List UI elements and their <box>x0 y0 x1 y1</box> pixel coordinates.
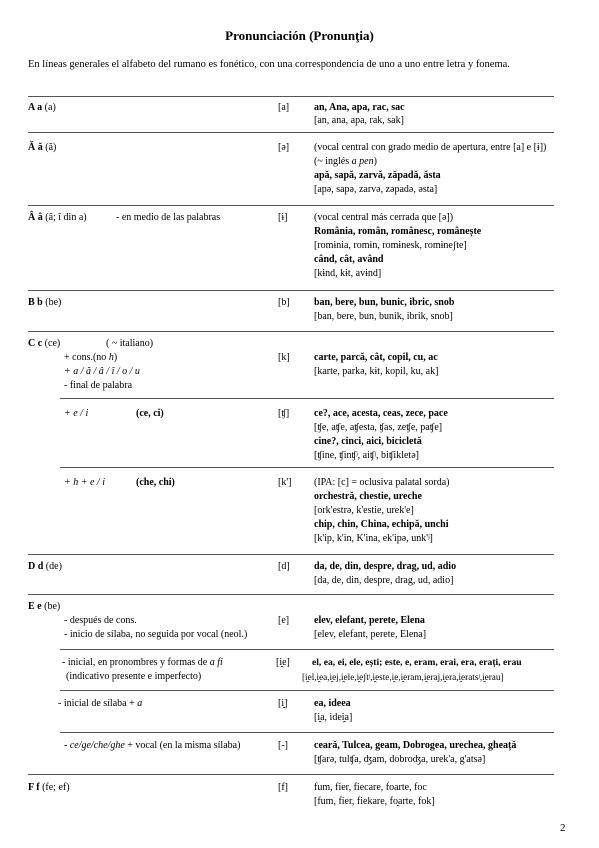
rule-text: + cons.(no <box>64 352 109 363</box>
divider <box>28 290 554 291</box>
entry-c-heading <box>28 338 60 350</box>
page-title: Pronunciación (Pronunţia) <box>225 28 374 43</box>
rule-italic: - ce/ge/che/ghe <box>64 740 125 751</box>
description: (vocal central más cerrada que [ə]) <box>314 212 454 223</box>
note-text: (~ inglés <box>314 156 352 167</box>
rule-text: - inicial, en pronombres y formas de <box>62 657 210 668</box>
letter: C c <box>28 338 43 349</box>
rule-description <box>64 740 240 752</box>
rule-text: - inicial de sílaba + <box>58 698 138 709</box>
letter: Ă ă <box>28 142 43 153</box>
transcription: [i̯el,i̯ea,i̯ej,i̯ele,i̯eʃtʲ,i̯este,i̯e,i̯eram,i̯eraj,i̯era,i̯eratsʲ,i̯erau] <box>302 672 504 682</box>
entry-b-heading <box>28 297 61 309</box>
ipa-symbol: [e] <box>278 615 290 626</box>
spelling: (ce, ci) <box>136 408 164 419</box>
rule-description <box>62 657 223 669</box>
note-italic: a pen <box>351 156 374 167</box>
transcription: [an, ana, apa, rak, sak] <box>314 115 404 126</box>
example-words: carte, parcă, cât, copil, cu, ac <box>314 352 438 363</box>
divider <box>28 774 554 775</box>
rule-italic: a fi <box>209 657 223 668</box>
entry-d-heading <box>28 561 62 573</box>
ipa-symbol: [b] <box>278 297 290 308</box>
letter-name: (a) <box>44 102 56 113</box>
divider <box>28 554 554 555</box>
transcription: [kɨnd, kɨt, avɨnd] <box>314 268 382 279</box>
rule-italic: h <box>108 352 114 363</box>
transcription: [ʧarə, tulʧa, ʤam, dobroʤa, urek'a, g'atsə] <box>314 754 486 765</box>
transcription: [apə, sapə, zarvə, zəpadə, əsta] <box>314 184 438 195</box>
rule-description: + e / i <box>64 408 89 419</box>
ipa-symbol: [i̯e] <box>276 657 290 668</box>
rule-description: + h + e / i <box>64 477 105 488</box>
divider <box>60 467 554 468</box>
ipa-symbol: [f] <box>278 782 288 793</box>
example-words: orchestră, chestie, ureche <box>314 491 422 502</box>
rule-description: - después de cons. <box>64 615 137 626</box>
transcription: [elev, elefant, perete, Elena] <box>314 629 427 640</box>
transcription: [karte, parkə, kɨt, kopil, ku, ak] <box>314 366 439 377</box>
divider <box>28 132 554 133</box>
letter-name: (fe; ef) <box>42 782 70 793</box>
letter: E e <box>28 601 42 612</box>
ipa-symbol: [ə] <box>278 142 290 153</box>
rule-description <box>58 698 142 710</box>
transcription: [ork'estrə, k'estie, urek'e] <box>314 505 414 516</box>
ipa-symbol: [k] <box>278 352 290 363</box>
entry-a-circ-heading <box>28 212 87 224</box>
ipa-symbol: [-] <box>278 740 288 751</box>
divider <box>28 96 554 97</box>
example-words: cine?, cinci, aici, bicicletă <box>314 436 422 447</box>
divider <box>60 690 554 691</box>
entry-f-heading <box>28 782 70 794</box>
example-words: fum, fier, fiecare, foarte, foc <box>314 782 427 793</box>
letter: D d <box>28 561 44 572</box>
divider <box>28 331 554 332</box>
divider <box>28 205 554 206</box>
letter-name: (â; î din a) <box>45 212 87 223</box>
spelling: (che, chi) <box>136 477 175 488</box>
divider <box>28 594 554 595</box>
entry-a-heading <box>28 102 56 114</box>
rule-italic: a <box>137 698 143 709</box>
description: (vocal central con grado medio de apertura, entre [a] e [ɨ]) <box>314 142 547 153</box>
example-words: da, de, din, despre, drag, ud, adio <box>314 561 457 572</box>
transcription: [ʧe, aʧe, aʧesta, ʧas, zeʧe, paʧe] <box>314 422 443 433</box>
note: ( ~ italiano) <box>106 338 154 349</box>
letter: A a <box>28 102 43 113</box>
example-words: elev, elefant, perete, Elena <box>314 615 425 626</box>
description: (IPA: [c] = oclusiva palatal sorda) <box>314 477 450 488</box>
example-words: când, cât, având <box>314 254 384 265</box>
description <box>314 156 377 168</box>
example-words: ban, bere, bun, bunic, ibric, snob <box>314 297 455 308</box>
entry-a-breve-heading <box>28 142 56 154</box>
rule-description: (indicativo presente e imperfecto) <box>66 671 202 682</box>
ipa-symbol: [k'] <box>278 477 292 488</box>
example-words: ce?, ace, acesta, ceas, zece, pace <box>314 408 448 419</box>
letter: Â â <box>28 212 43 223</box>
transcription: [ban, bere, bun, bunik, ibrik, snob] <box>314 311 453 322</box>
rule-description: - en medio de las palabras <box>116 212 221 223</box>
example-words: România, român, românesc, românește <box>314 226 482 237</box>
ipa-symbol: [ɨ] <box>278 212 288 223</box>
note-end: ) <box>373 156 377 167</box>
transcription: [i̯a, idei̯a] <box>314 712 353 723</box>
divider <box>60 732 554 733</box>
rule-description: + a / ă / â / î / o / u <box>64 366 140 377</box>
ipa-symbol: [a] <box>278 102 290 113</box>
ipa-symbol: [d] <box>278 561 290 572</box>
transcription: [fum, fier, fiekare, fo̯arte, fok] <box>314 796 435 807</box>
ipa-symbol: [ʧ] <box>278 408 290 419</box>
letter-name: (ă) <box>45 142 57 153</box>
example-words: ea, ideea <box>314 698 351 709</box>
divider <box>60 398 554 399</box>
ipa-symbol: [i̯] <box>278 698 288 709</box>
rule-end: ) <box>113 352 118 363</box>
rule-description: - final de palabra <box>64 380 133 391</box>
transcription: [k'ip, k'in, K'ina, ek'ipə, unk'ʲ] <box>314 533 433 544</box>
example-words: an, Ana, apa, rac, sac <box>314 102 405 113</box>
transcription: [ʧine, ʧinʧʲ, aiʧʲ, biʧikletə] <box>314 450 419 461</box>
intro-paragraph: En líneas generales el alfabeto del rumano es fonético, con una correspondencia de uno a uno entre letra y fonema. <box>28 59 510 70</box>
rule-description <box>64 352 117 364</box>
letter-name: (de) <box>45 561 62 572</box>
rule-description: - inicio de sílaba, no seguida por vocal (neol.) <box>64 629 248 640</box>
example-words: ceară, Tulcea, geam, Dobrogea, urechea, gheață <box>314 740 517 751</box>
letter-name: (be) <box>45 297 62 308</box>
transcription: [da, de, din, despre, drag, ud, adio] <box>314 575 454 586</box>
example-words: chip, chin, China, echipă, unchi <box>314 519 449 530</box>
letter-name: (ce) <box>44 338 61 349</box>
letter: F f <box>28 782 40 793</box>
transcription: [romɨnia, romɨn, romɨnesk, romɨneʃte] <box>314 240 467 251</box>
letter: B b <box>28 297 43 308</box>
rule-text: + vocal (en la misma sílaba) <box>124 740 241 751</box>
example-words: el, ea, ei, ele, ești; este, e, eram, erai, era, erați, erau <box>312 657 522 668</box>
example-words: apă, sapă, zarvă, zăpadă, ăsta <box>314 170 441 181</box>
entry-e-heading <box>28 601 60 613</box>
page-number: 2 <box>560 822 566 834</box>
letter-name: (be) <box>44 601 61 612</box>
divider <box>60 649 554 650</box>
